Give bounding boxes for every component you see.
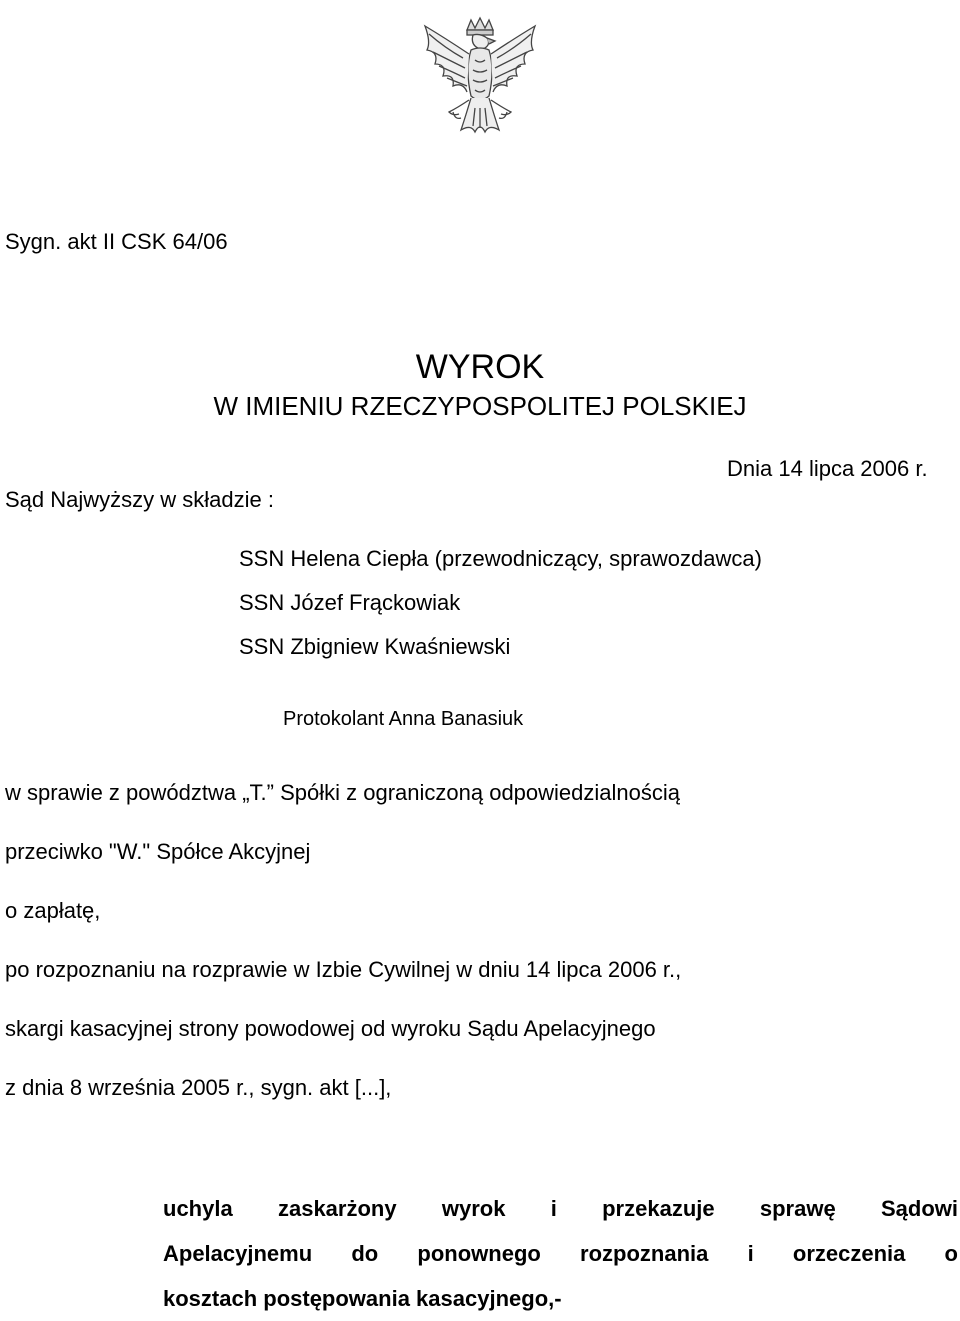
- document-subtitle: W IMIENIU RZECZYPOSPOLITEJ POLSKIEJ: [213, 391, 747, 421]
- case-number: Sygn. akt II CSK 64/06: [5, 229, 228, 254]
- judge-presiding: SSN Helena Ciepła (przewodniczący, sprawozdawca): [239, 546, 762, 571]
- document-title: WYROK: [415, 348, 545, 386]
- judgment-date: Dnia 14 lipca 2006 r.: [727, 456, 928, 481]
- case-claim: o zapłatę,: [5, 898, 101, 923]
- appeal-info: skargi kasacyjnej strony powodowej od wyroku Sądu Apelacyjnego: [5, 1016, 656, 1041]
- hearing-info: po rozpoznaniu na rozprawie w Izbie Cywilnej w dniu 14 lipca 2006 r.,: [5, 957, 682, 982]
- appeal-date: z dnia 8 września 2005 r., sygn. akt [...],: [5, 1075, 392, 1100]
- judge-member: SSN Józef Frąckowiak: [239, 590, 461, 615]
- court-clerk: Protokolant Anna Banasiuk: [283, 708, 524, 730]
- court-composition-label: Sąd Najwyższy w składzie :: [5, 487, 274, 512]
- case-against: przeciwko "W." Spółce Akcyjnej: [5, 839, 311, 864]
- case-matter: w sprawie z powództwa „T.” Spółki z ograniczoną odpowiedzialnością: [5, 780, 680, 805]
- ruling-line: kosztach postępowania kasacyjnego,-: [163, 1286, 562, 1311]
- ruling-line: uchyla zaskarżony wyrok i przekazuje sprawę Sądowi: [163, 1196, 958, 1221]
- ruling-line: Apelacyjnemu do ponownego rozpoznania i orzeczenia o: [163, 1241, 958, 1266]
- ruling-text: [163, 1186, 958, 1321]
- judge-member: SSN Zbigniew Kwaśniewski: [239, 634, 511, 659]
- polish-eagle-emblem-icon: [405, 8, 555, 168]
